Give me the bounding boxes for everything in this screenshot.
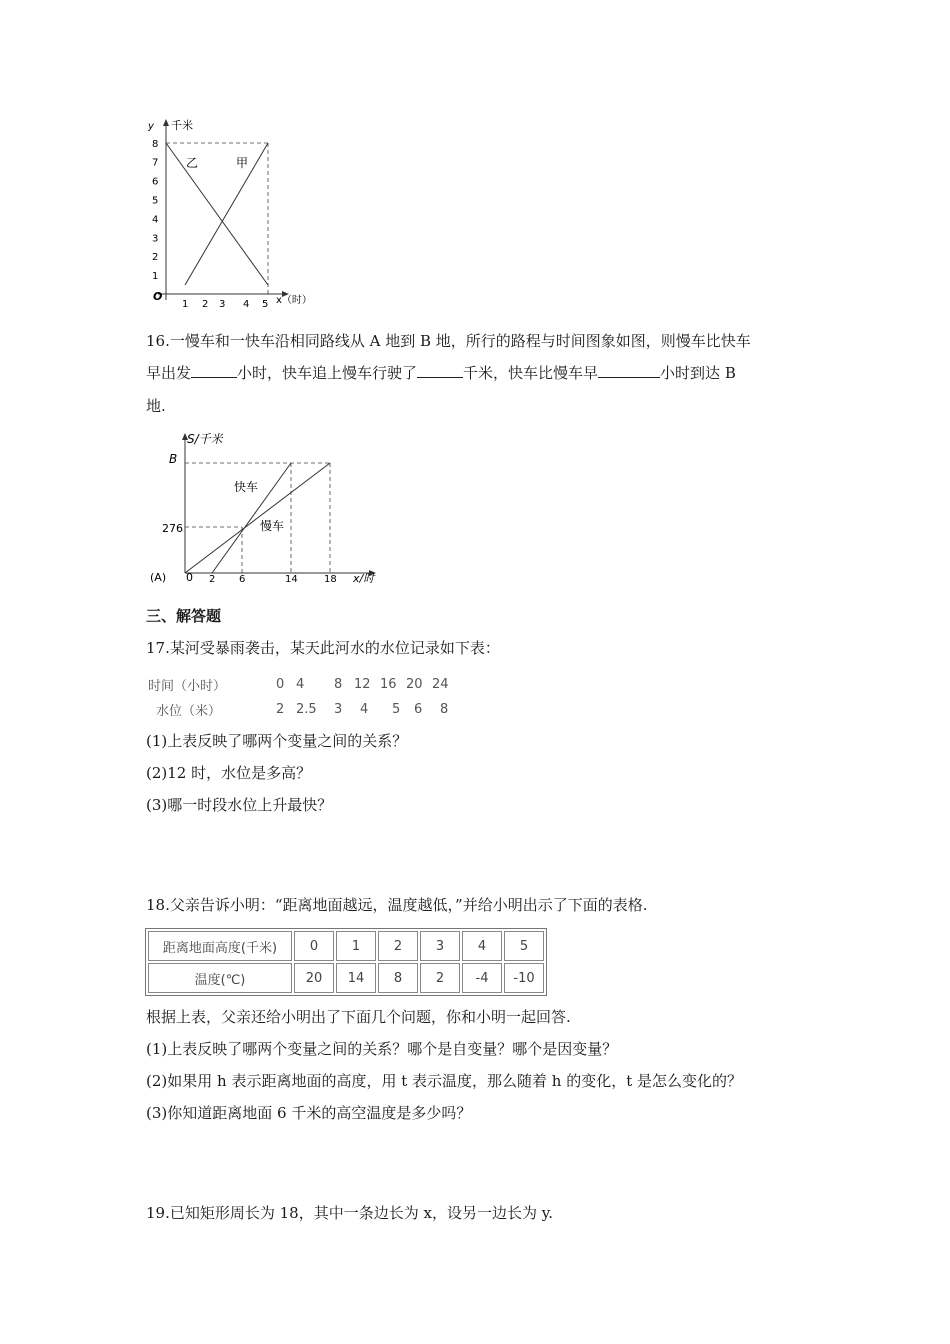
table-cell: 20 bbox=[406, 676, 423, 692]
y-tick-label: 7 bbox=[152, 157, 159, 169]
q17-intro: 17.某河受暴雨袭击，某天此河水的水位记录如下表： bbox=[146, 639, 500, 657]
x-axis-2-label: x/时 bbox=[353, 572, 375, 585]
q16-line2 bbox=[146, 363, 736, 383]
blank-2[interactable] bbox=[417, 363, 463, 378]
blank-1[interactable] bbox=[191, 363, 237, 378]
y-axis-var: y bbox=[148, 121, 154, 132]
x-tick-label: 14 bbox=[285, 574, 298, 585]
table-cell: 4 bbox=[462, 931, 502, 961]
table-cell: 3 bbox=[334, 701, 343, 717]
x-tick-label: 2 bbox=[202, 299, 209, 310]
table-row bbox=[148, 931, 544, 961]
q17-question-3: (3)哪一时段水位上升最快？ bbox=[146, 796, 333, 814]
zero-label: 0 bbox=[186, 571, 193, 584]
q18-intro: 18.父亲告诉小明：“距离地面越远，温度越低，”并给小明出示了下面的表格. bbox=[146, 896, 648, 914]
table-cell: 20 bbox=[294, 963, 334, 993]
s-axis-label: S/千米 bbox=[187, 432, 223, 446]
x-tick-label: 5 bbox=[262, 299, 269, 310]
table-cell: 6 bbox=[414, 701, 423, 717]
slow-car-label: 慢车 bbox=[260, 519, 285, 533]
line-yi-label: 乙 bbox=[186, 156, 199, 170]
table-row bbox=[148, 963, 544, 993]
y-tick-label: 1 bbox=[152, 271, 159, 283]
q16-text-a: 早出发 bbox=[146, 364, 192, 382]
b-label: B bbox=[169, 452, 178, 466]
q16-text-b: 小时，快车追上慢车行驶了 bbox=[237, 364, 418, 382]
table-cell: 4 bbox=[360, 701, 369, 717]
table-cell: 2 bbox=[276, 701, 285, 717]
y-276-label: 276 bbox=[162, 522, 183, 535]
line-yi bbox=[166, 143, 268, 285]
line-jia-label: 甲 bbox=[236, 156, 249, 170]
x-tick-label: 4 bbox=[243, 299, 250, 310]
y-tick-label: 6 bbox=[152, 176, 159, 188]
y-tick-label: 8 bbox=[152, 138, 159, 150]
table-cell: 5 bbox=[504, 931, 544, 961]
origin-label: O bbox=[153, 290, 163, 303]
table-cell: 16 bbox=[380, 676, 397, 692]
table-cell: 8 bbox=[334, 676, 343, 692]
y-tick-label: 4 bbox=[152, 214, 159, 226]
section-heading: 三、解答题 bbox=[146, 607, 222, 625]
q16-line1: 16.一慢车和一快车沿相同路线从 A 地到 B 地，所行的路程与时间图象如图，则慢车比快车 bbox=[146, 332, 751, 350]
y-axis-unit: 千米 bbox=[171, 119, 193, 132]
q18-question-2: (2)如果用 h 表示距离地面的高度，用 t 表示温度，那么随着 h 的变化，t 是怎么变化的？ bbox=[146, 1072, 743, 1090]
q18-table bbox=[145, 928, 547, 996]
table-row bbox=[148, 696, 458, 722]
table-cell: 时间（小时） bbox=[148, 678, 227, 694]
table-cell: 温度(℃) bbox=[148, 963, 292, 993]
x-tick-label: 3 bbox=[219, 299, 226, 310]
table-cell: 8 bbox=[440, 701, 449, 717]
table-cell: 1 bbox=[336, 931, 376, 961]
x-tick-label: 6 bbox=[239, 574, 246, 585]
x-tick-label: 18 bbox=[324, 574, 337, 585]
q17-question-1: (1)上表反映了哪两个变量之间的关系？ bbox=[146, 732, 408, 750]
table-cell: 3 bbox=[420, 931, 460, 961]
q16-text-d: 小时到达 B bbox=[660, 364, 736, 382]
q18-after: 根据上表，父亲还给小明出了下面几个问题，你和小明一起回答. bbox=[146, 1008, 571, 1026]
blank-3[interactable] bbox=[598, 363, 660, 378]
table-cell: 0 bbox=[276, 676, 285, 692]
table-cell: 2.5 bbox=[296, 701, 317, 717]
q17-question-2: (2)12 时，水位是多高？ bbox=[146, 764, 312, 782]
origin-a-label: (A) bbox=[150, 571, 167, 584]
x-tick-label: 2 bbox=[209, 574, 216, 585]
table-cell: 24 bbox=[432, 676, 449, 692]
x-axis-label: x（时） bbox=[276, 295, 312, 306]
table-row bbox=[148, 672, 458, 696]
table-cell: 5 bbox=[392, 701, 401, 717]
q19-intro: 19.已知矩形周长为 18，其中一条边长为 x，设另一边长为 y. bbox=[146, 1204, 553, 1222]
table-cell: -4 bbox=[462, 963, 502, 993]
table-cell: 2 bbox=[420, 963, 460, 993]
table-cell: 2 bbox=[378, 931, 418, 961]
y-axis-arrow bbox=[163, 119, 169, 126]
q16-line3: 地. bbox=[146, 397, 166, 415]
chart-1 bbox=[140, 115, 350, 315]
y-tick-label: 2 bbox=[152, 252, 159, 264]
table-cell: 12 bbox=[354, 676, 371, 692]
y-tick-label: 3 bbox=[152, 233, 159, 245]
q18-question-1: (1)上表反映了哪两个变量之间的关系？哪个是自变量？哪个是因变量？ bbox=[146, 1040, 618, 1058]
y-tick-label: 5 bbox=[152, 195, 159, 207]
table-cell: 距离地面高度(千米) bbox=[148, 931, 292, 961]
table-cell: 水位（米） bbox=[156, 703, 222, 719]
table-cell: 14 bbox=[336, 963, 376, 993]
q17-table bbox=[148, 672, 458, 722]
q16-text-c: 千米，快车比慢车早 bbox=[463, 364, 599, 382]
x-tick-label: 1 bbox=[182, 299, 189, 310]
chart-2 bbox=[150, 425, 390, 590]
fast-car-label: 快车 bbox=[234, 480, 259, 494]
table-cell: -10 bbox=[504, 963, 544, 993]
table-cell: 4 bbox=[296, 676, 305, 692]
table-cell: 0 bbox=[294, 931, 334, 961]
q18-question-3: (3)你知道距离地面 6 千米的高空温度是多少吗？ bbox=[146, 1104, 472, 1122]
table-cell: 8 bbox=[378, 963, 418, 993]
